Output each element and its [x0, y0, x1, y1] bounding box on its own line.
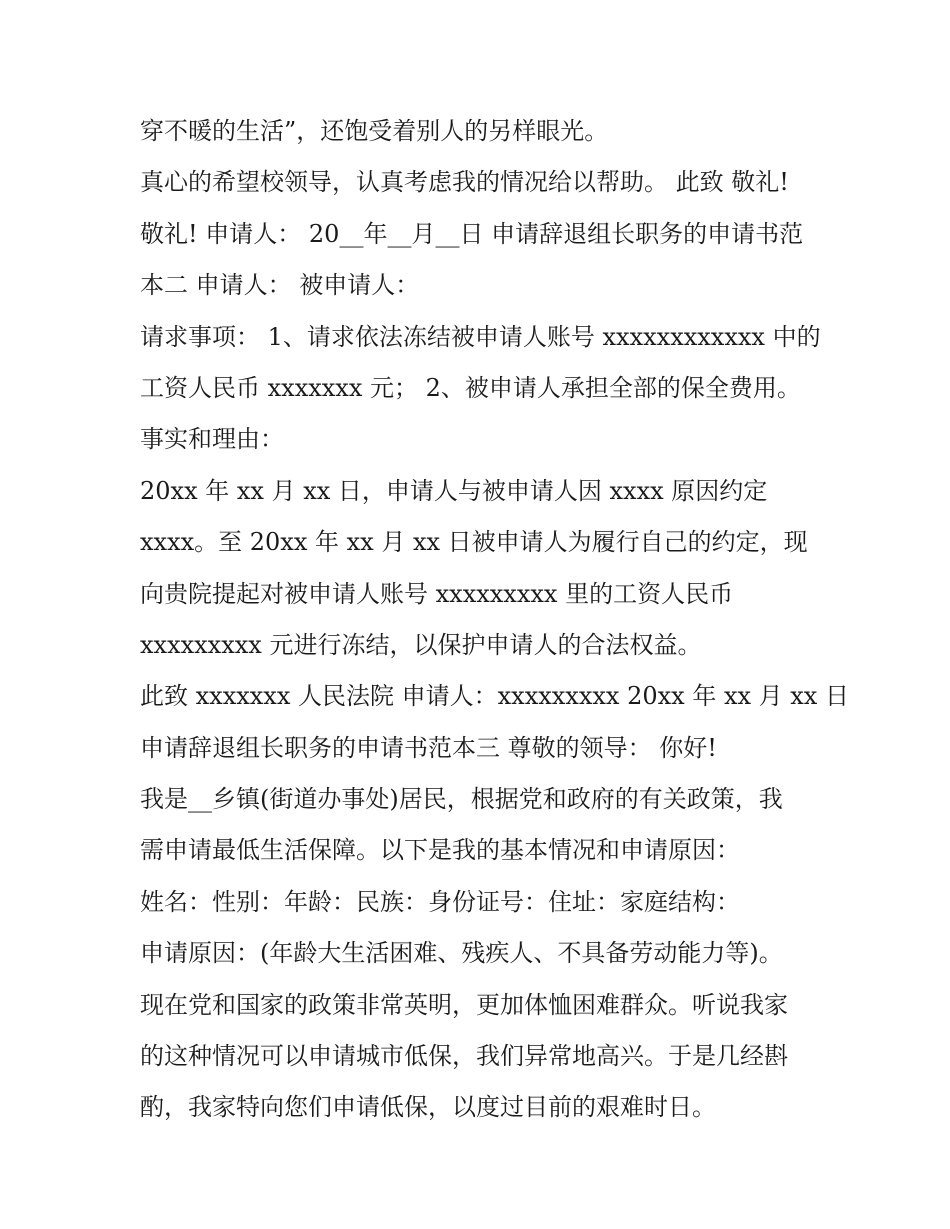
text-line: 穿不暖的生活”，还饱受着别人的另样眼光。	[140, 117, 609, 145]
text-line: 我是__乡镇(街道办事处)居民，根据党和政府的有关政策，我	[140, 785, 783, 814]
text-line: 的这种情况可以申请城市低保，我们异常地高兴。于是几经斟	[140, 1042, 788, 1071]
text-line: 事实和理由：	[140, 425, 284, 454]
text-line: 酌，我家特向您们申请低保，以度过目前的艰难时日。	[140, 1093, 716, 1122]
text-line: 工资人民币 xxxxxxx 元； 2、被申请人承担全部的保全费用。	[140, 373, 801, 402]
text-line: 需申请最低生活保障。以下是我的基本情况和申请原因：	[140, 836, 740, 865]
text-line: 申请辞退组长职务的申请书范本三 尊敬的领导： 你好!	[140, 733, 717, 762]
text-line: 此致 xxxxxxx 人民法院 申请人：xxxxxxxxx 20xx 年 xx 月 xx 日	[140, 682, 849, 711]
text-line: 20xx 年 xx 月 xx 日，申请人与被申请人因 xxxx 原因约定	[140, 476, 768, 505]
text-line: 真心的希望校领导，认真考虑我的情况给以帮助。 此致 敬礼!	[140, 168, 789, 197]
body-text	[140, 106, 849, 1134]
text-line: xxxxxxxxx 元进行冻结，以保护申请人的合法权益。	[140, 630, 702, 659]
text-line: xxxx。至 20xx 年 xx 月 xx 日被申请人为履行自己的约定，现	[140, 528, 808, 557]
text-line: 请求事项： 1、请求依法冻结被申请人账号 xxxxxxxxxxxx 中的	[140, 322, 821, 351]
text-line: 申请原因：(年龄大生活困难、残疾人、不具备劳动能力等)。	[140, 939, 783, 968]
text-line: 本二 申请人： 被申请人：	[140, 271, 420, 300]
text-line: 向贵院提起对被申请人账号 xxxxxxxxx 里的工资人民币	[140, 579, 734, 608]
text-line: 姓名：性别：年龄：民族：身份证号：住址：家庭结构：	[140, 887, 740, 916]
text-line: 现在党和国家的政策非常英明，更加体恤困难群众。听说我家	[140, 990, 788, 1019]
text-line: 敬礼! 申请人： 20__年__月__日 申请辞退组长职务的申请书范	[140, 219, 804, 248]
